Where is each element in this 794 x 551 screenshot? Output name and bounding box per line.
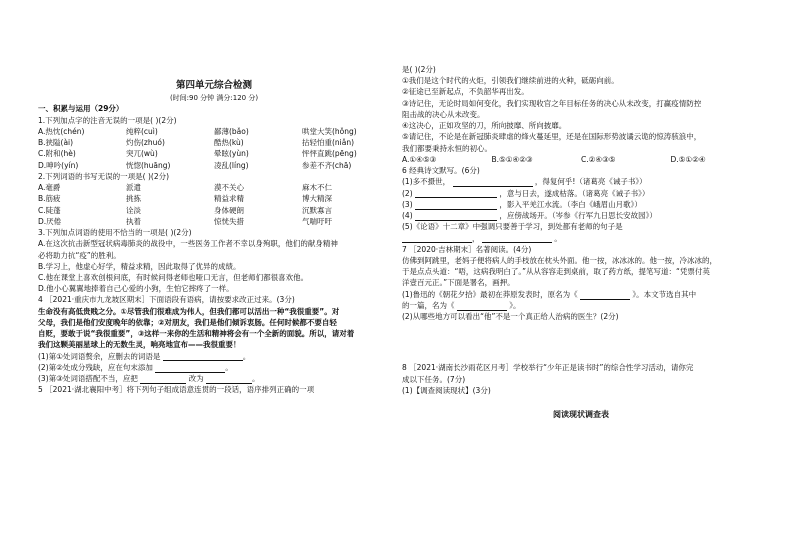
q6-line: [402, 178, 760, 187]
q6-line: [402, 212, 760, 221]
q3-option-text: 必将助力抗“疫”的胜利。: [38, 250, 121, 260]
q2-options-c: [38, 207, 390, 216]
q4-passage: 我们这颗美丽星球上的无数生灵，响亮地宣布——我很重要！: [38, 340, 241, 350]
q2-opt: 漠不关心: [214, 183, 244, 193]
answer-blank[interactable]: [457, 303, 507, 311]
q4-stem: 4 ［2021·重庆市九龙坡区期末］下面语段有语病，请按要求改正过来。(3分): [38, 295, 295, 305]
q6-line-start: (1)多不摄世，: [402, 177, 451, 187]
q7-sub2: (2)从哪些地方可以看出“他”不是一个真正给人治病的医生？(2分): [402, 312, 619, 322]
q5-stem: 5 ［2021·湖北襄阳中考］将下列句子组成语意连贯的一段话，语序排列正确的一项: [38, 385, 315, 395]
spacer: [402, 396, 760, 410]
q5-option: C.②④③⑤: [581, 154, 616, 164]
q7-sub1-text: 》。本文节选自其中: [632, 289, 697, 299]
q7-sub1-text: (1)鲁迅的《朝花夕拾》最初在莽原发表时，原名为《: [402, 289, 578, 299]
q1-opt: 鄙薄(bǎo): [214, 126, 249, 136]
q1-opt: 突兀(wù): [126, 149, 158, 159]
q7-passage: 洋壹百元正。”下面是署名，画押。: [402, 278, 515, 288]
right-column: [402, 66, 760, 419]
q6-line-end: ，影入平羌江水流。（李白《峨眉山月歌》）: [499, 199, 642, 209]
q5-item: ③诗记住，无论时局如何变化，我们实现收官之年目标任务的决心从未改变，打赢疫情防控: [402, 98, 702, 108]
q1-opt: 怦怦直跳(pēng): [302, 149, 357, 159]
q1-opt: C.附和(hè): [38, 149, 76, 159]
q2-opt: 博大精深: [302, 194, 332, 204]
q5-option: A.①④⑤③: [402, 154, 437, 164]
q8-sub1: (1)【调查阅读现状】(3分): [402, 385, 491, 395]
q1-opt: 拈轻怕重(niǎn): [302, 138, 355, 148]
q6-line-start: (2): [402, 188, 413, 198]
q5-option: B.⑤①④②③: [491, 154, 533, 164]
q6-line-end: ，意与日去，遂成枯落。（诸葛亮《诫子书》）: [499, 188, 650, 198]
q4-passage: 父母，我们是他们安度晚年的依靠；②对朋友，我们是他们倾诉衷肠。任何时候都不要自轻: [38, 317, 337, 327]
q1-opt: A.热忱(chén): [38, 126, 85, 136]
q6-line-end: ，得复何乎!（诸葛亮《诫子书》）: [534, 177, 647, 187]
q6-line: [402, 201, 760, 210]
q6-line-start: (3): [402, 199, 413, 209]
q1-opt: 晕眩(yùn): [214, 149, 249, 159]
q6-line: [402, 190, 760, 199]
answer-blank[interactable]: [580, 292, 630, 300]
q2-opt: 精益求精: [214, 194, 244, 204]
q1-options-c: [38, 150, 390, 159]
q4-sub3-end: 改为: [188, 374, 204, 384]
q6-line5: (5)《论语》十二章》中强调只要善于学习，到处都有老师的句子是: [402, 222, 623, 232]
q3-stem: 3.下列加点词语的使用不恰当的一项是( )(2分): [38, 228, 192, 238]
q3-option-text: D.他小心翼翼地捧着自己心爱的小狗，生怕它摔疼了一样。: [38, 284, 234, 294]
q2-opt: 惊恍失措: [214, 216, 244, 226]
q7-sub1-text: 的一篇，名为《: [402, 300, 455, 310]
q1-opt: 参差不齐(chā): [302, 160, 352, 170]
q1-opt: B.狭隘(ài): [38, 138, 74, 148]
q4-sub3-text: (3)第③处词语搭配不当，应把: [38, 374, 138, 384]
q7-stem: 7 ［2020·吉林期末］名著阅读。(4分): [402, 244, 532, 254]
q2-opt: 身体硬朗: [214, 205, 244, 215]
q1-opt: 灼伤(zhuó): [126, 138, 165, 148]
q4-passage: 自贬，要敢于说“我很重要”，③这样一来你的生活和精神将会有一个全新的面貌。所以，请对着: [38, 329, 355, 339]
q2-opt: A.毫爵: [38, 183, 61, 193]
answer-blank[interactable]: [155, 365, 225, 373]
q5-item: 我们都要秉持永恒的初心。: [402, 143, 492, 153]
answer-blank[interactable]: [482, 235, 552, 243]
q2-opt: B.筋疲: [38, 194, 61, 204]
q1-opt: 恍惚(huāng): [126, 160, 171, 170]
q5-option: D.⑤①②④: [670, 154, 706, 164]
q5-item: ①我们是这个时代的火炬，引领我们继续前进的火种，砥砺向前。: [402, 76, 619, 86]
q1-options-b: [38, 139, 390, 148]
q2-stem: 2.下列词语的书写无误的一项是( )(2分): [38, 171, 170, 181]
q7-sub1-text: 》。: [509, 300, 521, 310]
q2-opt: D.厌倦: [38, 216, 62, 226]
table-title: 阅读现状调查表: [553, 409, 609, 419]
q4-passage: 生命没有高低贵贱之分。①尽管我们很难成为伟人，但我们都可以活出一种“我很重要”。对: [38, 306, 340, 316]
answer-blank[interactable]: [453, 179, 533, 187]
q7-sub1: [402, 291, 760, 300]
q1-opt: 纯粹(cuì): [126, 126, 158, 136]
q3-option-text: C.他在课堂上喜欢创根问底，有时候问得老师也哑口无言，但老师们都很喜欢他。: [38, 272, 309, 282]
q2-opt: 麻木不仁: [302, 183, 332, 193]
q1-options-a: [38, 128, 390, 137]
q2-opt: 执着: [126, 216, 141, 226]
exam-meta: (时间:90 分钟 满分:120 分): [169, 94, 259, 103]
q2-options-a: [38, 184, 390, 193]
q6-line-end: ，应傍战场开。（岑参《行军九日思长安故园》）: [499, 211, 657, 221]
q2-opt: 沉默寡言: [302, 205, 332, 215]
q6-stem: 6 经典诗文默写。(6分): [402, 166, 480, 176]
q6-line5-end: 。: [554, 233, 562, 243]
answer-blank[interactable]: [415, 190, 497, 198]
q2-opt: 挑拣: [126, 194, 141, 204]
q4-sub1-text: (1)第①处词语赘余，应删去的词语是: [38, 351, 161, 361]
q7-sub1-cont: [402, 302, 760, 311]
q4-sub1: (1)第①处词语赘余，应删去的词语是 。: [38, 351, 251, 361]
q1-opt: 凌乱(líng): [214, 160, 249, 170]
q2-opt: 气喘吁吁: [302, 216, 332, 226]
q3-option-text: A.在这次抗击新型冠状病毒肺炎的战役中，一些医务工作者不幸以身殉职，他们的献身精神: [38, 239, 338, 249]
answer-blank[interactable]: [415, 213, 497, 221]
q1-stem: 1.下列加点字的注音无误的一项是( )(2分): [38, 115, 177, 125]
q4-sub2-text: (2)第②处成分残缺，应在句末添加: [38, 362, 153, 372]
q2-opt: C.陡蓬: [38, 205, 61, 215]
q2-options-b: [38, 195, 390, 204]
q1-opt: 哄堂大笑(hǒng): [302, 126, 357, 136]
q1-opt: D.呻吟(yín): [38, 160, 79, 170]
q3-option-text: B.学习上，他虚心好学，精益求精，因此取得了优异的成绩。: [38, 261, 241, 271]
q5-options: [402, 156, 760, 165]
q2-options-d: [38, 218, 390, 227]
exam-title: 第四单元综合检测: [175, 80, 252, 91]
q4-sub3: (3)第③处词语搭配不当，应把 改为 。: [38, 374, 260, 384]
q6-line-start: (4): [402, 211, 413, 221]
answer-space: [402, 322, 760, 362]
q8-stem-cont: 成以下任务。(7分): [402, 374, 466, 384]
q5-continued: 是( )(2分): [402, 65, 436, 74]
q8-stem: 8 ［2021·湖南长沙雨花区月考］学校举行“少年正是读书时”的综合性学习活动，请你完: [402, 363, 694, 373]
answer-blank[interactable]: [206, 376, 252, 384]
q2-opt: 诠淡: [126, 205, 141, 215]
answer-blank[interactable]: [140, 376, 186, 384]
q5-item: 阻击战的决心从未改变。: [402, 109, 485, 119]
q7-passage: 仿佛到阿跳里，老妈子便将病人的手枝放在枕头外面。他一按，冰冰冰的。他一按，冷冰冰的，: [402, 255, 717, 265]
q4-sub2: (2)第②处成分残缺，应在句末添加 。: [38, 362, 233, 372]
q1-options-d: [38, 162, 390, 171]
q5-item: ④这决心，正如攻坚的刀，所向披靡、所向披靡。: [402, 121, 567, 131]
answer-blank[interactable]: [402, 235, 472, 243]
answer-blank[interactable]: [415, 202, 497, 210]
q6-line5-answer: ， 。: [402, 235, 760, 244]
answer-blank[interactable]: [163, 353, 243, 361]
q5-item: ⑤请记住，不论是在新冠肺炎肆虐的烽火蔓延里，还是在国际形势波谲云诡的惊涛骇浪中，: [402, 132, 702, 142]
section-heading: 一、积累与运用（29分）: [38, 104, 124, 114]
q2-opt: 派遣: [126, 183, 141, 193]
q5-item: ②征途已至新起点，不负韶华再出发。: [402, 87, 529, 97]
left-column: [38, 0, 390, 395]
q1-opt: 酷热(kù): [214, 138, 244, 148]
q7-passage: 于是点点头道：“唔，这病我明白了。”从从容容走到桌前，取了药方纸，提笔写道：“凭票付英: [402, 267, 710, 277]
